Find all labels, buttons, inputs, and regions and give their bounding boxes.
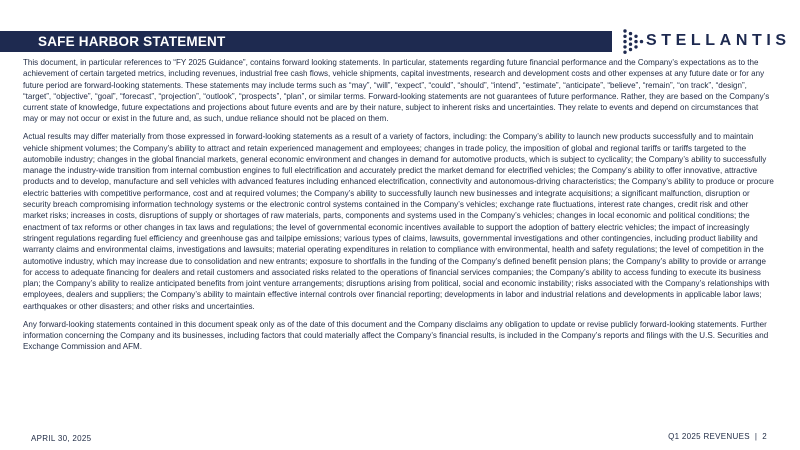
safe-harbor-body [23,57,775,359]
paragraph-disclaimer: Any forward-looking statements contained in this document speak only as of the date of this document and the Company disclaims any obligation to update or revise publicly forward-looking statements. Further information concerning the Company and its businesses, including factors that could materially affect the Company’s financial results, is included in the Company’s reports and filings with the U.S. Securities and Exchange Commission and AFM. [23,319,769,352]
footer-date: APRIL 30, 2025 [31,434,92,443]
page-title: SAFE HARBOR STATEMENT [38,34,226,49]
footer-section-label: Q1 2025 REVENUES [668,432,750,441]
logo-wordmark: STELLANTIS [646,32,791,49]
page-number: 2 [762,432,767,441]
stellantis-logo [622,27,791,55]
stellantis-dots-icon [622,27,644,55]
footer-separator: | [754,432,758,441]
paragraph-forward-looking: This document, in particular references to “FY 2025 Guidance”, contains forward looking statements. In particular, statements regarding future financial performance and the Company’s expectations as to the achievement of certain targeted metrics, including revenues, industrial free cash flows, vehicle shipments, capital investments, research and development costs and other expenses at any future date or for any future period are forward-looking statements. These statements may include terms such as “may”, “will”, “expect”, “could”, “should”, “intend”, “estimate”, “anticipate”, “believe”, “remain”, “on track”, “design”, “target”, “objective”, “goal”, “forecast”, “projection”, “outlook”, “prospects”, “plan”, or similar terms. Forward-looking statements are not guarantees of future performance. Rather, they are based on the Company’s current state of knowledge, future expectations and projections about future events and are by their nature, subject to inherent risks and uncertainties. They relate to events and depend on circumstances that may or may not occur or exist in the future and, as such, undue reliance should not be placed on them. [23,58,770,124]
paragraph-risk-factors: Actual results may differ materially from those expressed in forward-looking statements as a result of a variety of factors, including: the Company’s ability to launch new products successfully and to maintain vehicle shipment volumes; the Company’s ability to attract and retain experienced management and employees; changes in trade policy, the imposition of global and regional tariffs or tariffs targeted to the automobile industry; changes in the global financial markets, general economic environment and changes in demand for automotive products, which is subject to cyclicality; the Company’s ability to successfully manage the industry-wide transition from internal combustion engines to full electrification and accurately predict the market demand for electrified vehicles; the Company’s ability to offer innovative, attractive products and to develop, manufacture and sell vehicles with advanced features including enhanced electrification, connectivity and autonomous-driving characteristics; the Company’s ability to produce or procure electric batteries with competitive performance, cost and at required volumes; the Company’s ability to successfully launch new businesses and integrate acquisitions; a significant malfunction, disruption or security breach compromising information technology systems or the electronic control systems contained in the Company’s vehicles; exchange rate fluctuations, interest rate changes, credit risk and other market risks; increases in costs, disruptions of supply or shortages of raw materials, parts, components and systems used in the Company’s vehicles; changes in local economic and political conditions; the enactment of tax reforms or other changes in tax laws and regulations; the level of governmental economic incentives available to support the adoption of battery electric vehicles; the impact of increasingly stringent regulations regarding fuel efficiency and greenhouse gas and tailpipe emissions; various types of claims, lawsuits, governmental investigations and other contingencies, including product liability and warranty claims and environmental claims, investigations and lawsuits; material operating expenditures in relation to compliance with environmental, health and safety regulations; the level of competition in the automotive industry, which may increase due to consolidation and new entrants; exposure to shortfalls in the funding of the Company’s defined benefit pension plans; the Company’s ability to provide or arrange for access to adequate financing for dealers and retail customers and associated risks related to the operations of financial services companies; the Company’s ability to access funding to execute its business plan; the Company’s ability to realize anticipated benefits from joint venture arrangements; disruptions arising from political, social and economic instability; risks associated with the Company’s relationships with employees, dealers and suppliers; the Company’s ability to maintain effective internal controls over financial reporting; developments in labor and industrial relations and developments in applicable labor laws; earthquakes or other disasters; and other risks and uncertainties. [23,132,774,311]
title-bar [0,31,612,52]
footer-section [668,432,767,441]
